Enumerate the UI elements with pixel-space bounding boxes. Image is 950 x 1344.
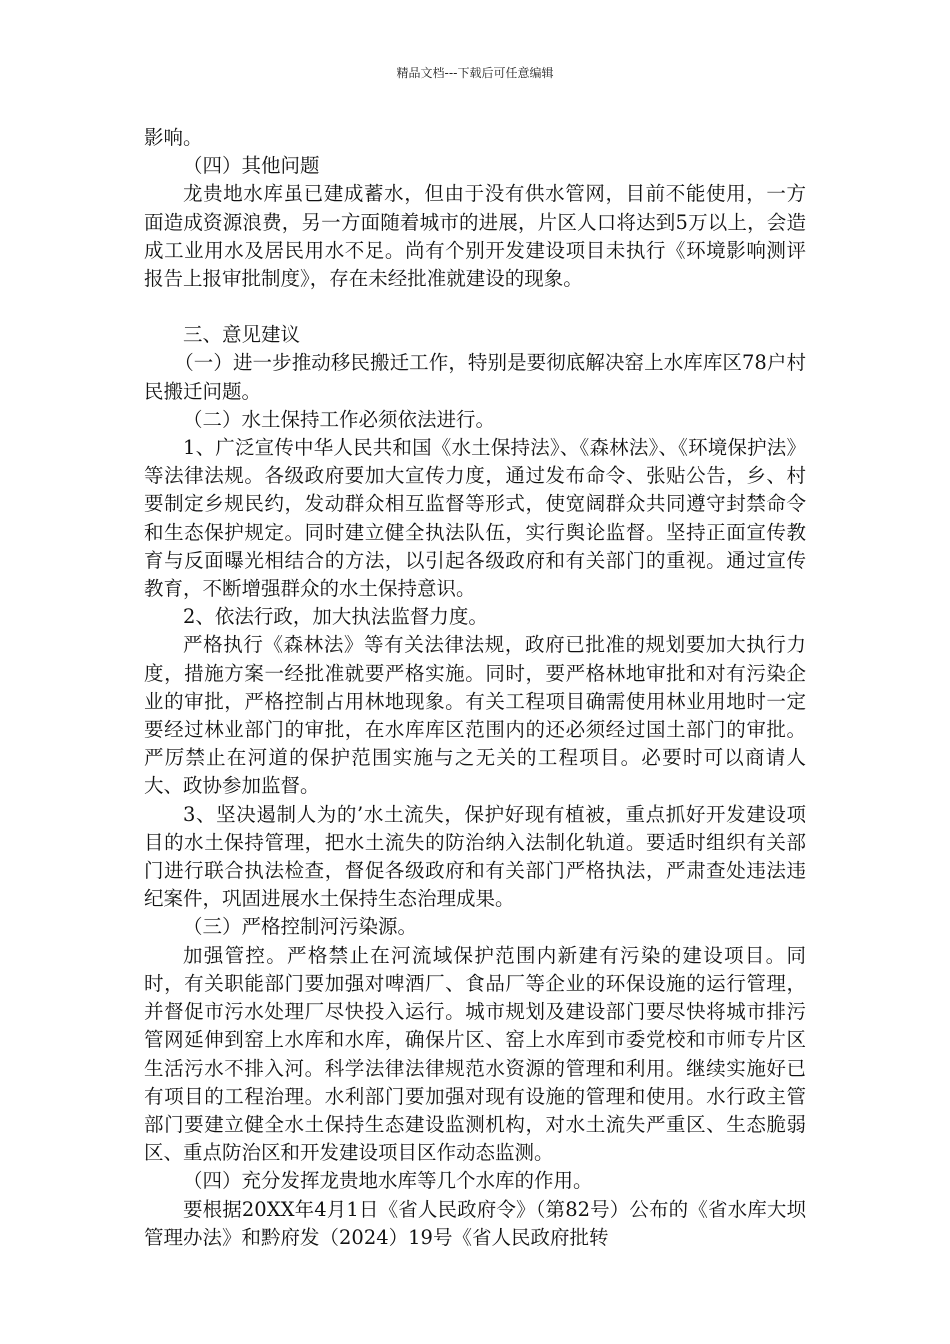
paragraph: 严格执行《森林法》等有关法律法规，政府已批准的规划要加大执行力度，措施方案一经批准就要严格实施。同时，要严格林地审批和对有污染企业的审批，严格控制占用林地现象。有关工程项目确需使用林业用地时一定要经过林业部门的审批，在水库库区范围内的还必须经过国土部门的审批。严厉禁止在河道的保护范围实施与之无关的工程项目。必要时可以商请人大、政协参加监督。 (144, 633, 806, 798)
blank-line (144, 293, 806, 321)
paragraph: 影响。 (144, 126, 203, 149)
document-body (144, 124, 806, 1252)
section-heading: （四）充分发挥龙贵地水库等几个水库的作用。 (183, 1169, 593, 1193)
section-heading: （二）水土保持工作必须依法进行。 (183, 407, 496, 431)
paragraph: 3、坚决遏制人为的’水土流失，保护好现有植被，重点抓好开发建设项目的水土保持管理，把水土流失的防治纳入法制化轨道。要适时组织有关部门进行联合执法检查，督促各级政府和有关部门严格执法，严肃查处违法违纪案件，巩固进展水土保持生态治理成果。 (144, 802, 806, 911)
section-heading: 2、依法行政，加大执法监督力度。 (183, 605, 488, 629)
section-heading: 三、意见建议 (183, 323, 301, 347)
page-header: 精品文档---下载后可任意编辑 (396, 66, 554, 80)
paragraph: 加强管控。严格禁止在河流域保护范围内新建有污染的建设项目。同时，有关职能部门要加强对啤酒厂、食品厂等企业的环保设施的运行管理，并督促市污水处理厂尽快投入运行。城市规划及建设部门要尽快将城市排污管网延伸到窑上水库和水库，确保片区、窑上水库到市委党校和市师专片区生活污水不排入河。科学法律法律规范水资源的管理和利用。继续实施好已有项目的工程治理。水利部门要加强对现有设施的管理和使用。水行政主管部门要建立健全水土保持生态建设监测机构，对水土流失严重区、生态脆弱区、重点防治区和开发建设项目区作动态监测。 (144, 943, 806, 1165)
paragraph: （一）进一步推动移民搬迁工作，特别是要彻底解决窑上水库库区78户村民搬迁问题。 (144, 351, 806, 403)
paragraph: 要根据20XX年4月1日《省人民政府令》（第82号）公布的《省水库大坝管理办法》和黔府发（2024）19号《省人民政府批转 (144, 1197, 806, 1249)
paragraph: 龙贵地水库虽已建成蓄水，但由于没有供水管网，目前不能使用，一方面造成资源浪费，另一方面随着城市的进展，片区人口将达到5万以上，会造成工业用水及居民用水不足。尚有个别开发建设项目未执行《环境影响测评报告上报审批制度》，存在未经批准就建设的现象。 (144, 182, 806, 291)
section-heading: （三）严格控制河污染源。 (183, 915, 418, 939)
paragraph: 1、广泛宣传中华人民共和国《水土保持法》、《森林法》、《环境保护法》等法律法规。各级政府要加大宣传力度，通过发布命令、张贴公告，乡、村要制定乡规民约，发动群众相互监督等形式，使宽阔群众共同遵守封禁命令和生态保护规定。同时建立健全执法队伍，实行舆论监督。坚持正面宣传教育与反面曝光相结合的方法，以引起各级政府和有关部门的重视。通过宣传教育，不断增强群众的水土保持意识。 (144, 436, 806, 601)
section-heading: （四）其他问题 (183, 154, 320, 178)
